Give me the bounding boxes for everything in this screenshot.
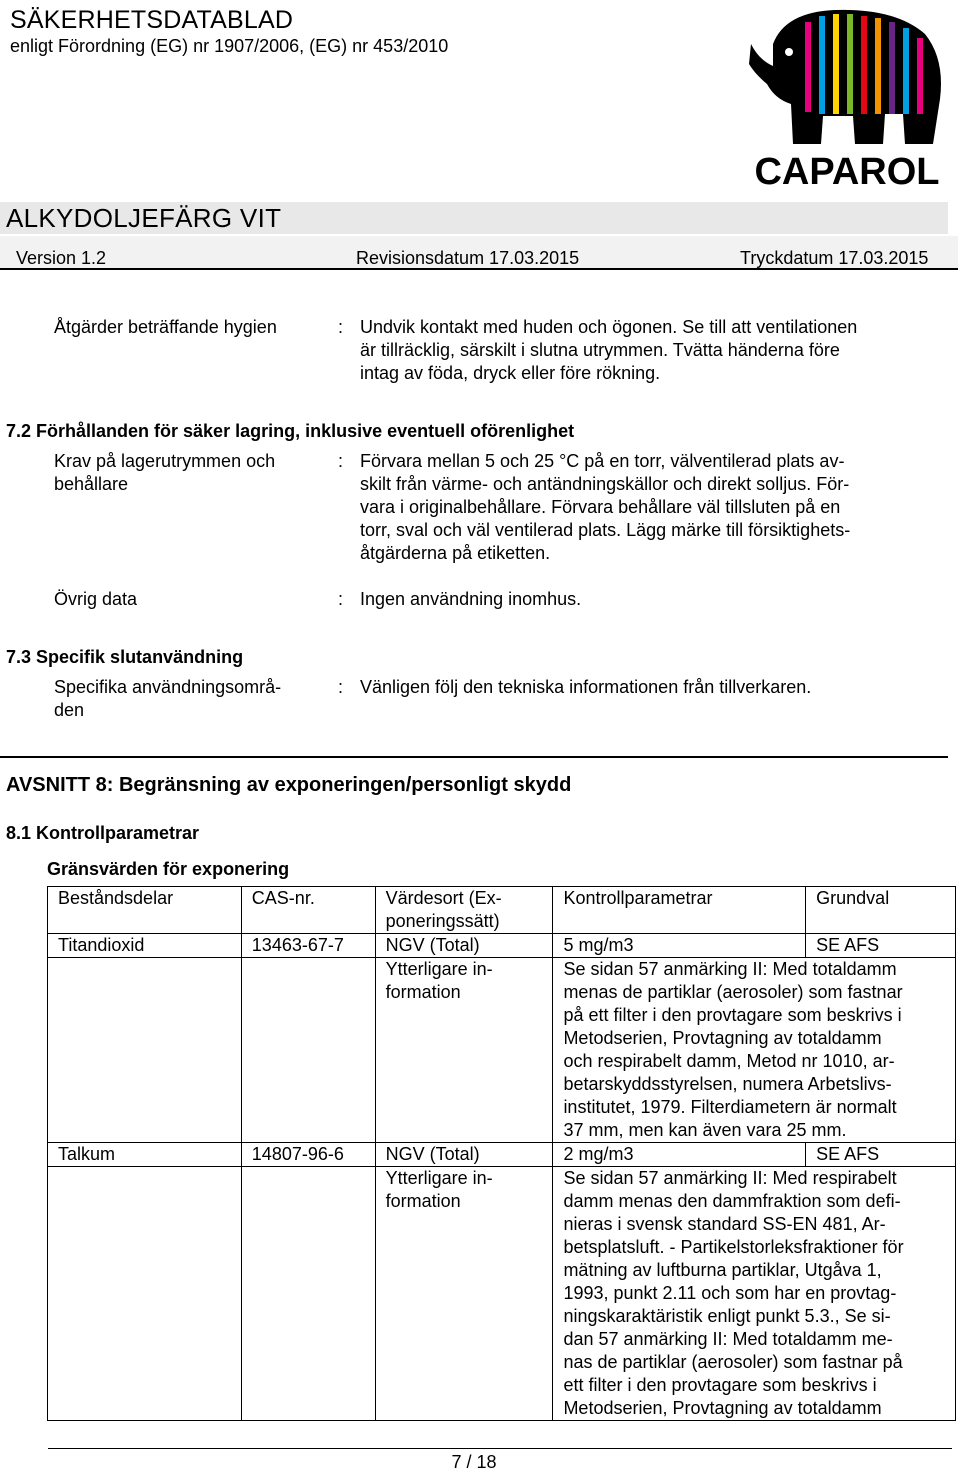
type-cell: NGV (Total) xyxy=(375,934,553,958)
table-row xyxy=(48,934,956,958)
empty-cell xyxy=(241,1167,375,1421)
col-header: Beståndsdelar xyxy=(48,887,242,934)
param-cell: 5 mg/m3 xyxy=(553,934,806,958)
table-row xyxy=(48,1143,956,1167)
specific-use-label-line: den xyxy=(54,700,85,720)
storage-line: torr, sval och väl ventilerad plats. Lägg märke till försiktighets- xyxy=(360,520,851,540)
table-row-extra xyxy=(48,1167,956,1421)
exposure-limits-table xyxy=(47,886,956,1421)
specific-use-label-line: Specifika användningsområ- xyxy=(54,677,282,697)
col-header: Värdesort (Ex- poneringssätt) xyxy=(375,887,553,934)
component-cell: Titandioxid xyxy=(48,934,242,958)
extra-info-cell: Se sidan 57 anmärking II: Med respirabelt damm menas den dammfraktion som defi- nieras i svensk standard SS-EN 481, Ar- betsplatsluft. - Partikelstorleksfraktioner för mätning av luftburna partiklar, Utgåva 1, 1993, punkt 2.11 och som har en provtag- ningskaraktäristik enligt punkt 5.3., Se si- dan 57 anmärking II: Med totaldamm me- nas de partiklar (aerosoler) som fastnar på ett filter i den provtagare som beskrivs i Metodserien, Provtagning av totaldamm xyxy=(553,1167,956,1421)
document-title: SÄKERHETSDATABLAD xyxy=(10,6,294,34)
storage-line: skilt från värme- och antändningskällor och direkt solljus. För- xyxy=(360,474,850,494)
section-7-2-heading: 7.2 Förhållanden för säker lagring, inklusive eventuell oförenlighet xyxy=(6,421,575,441)
other-data-colon: : xyxy=(338,589,344,609)
storage-colon: : xyxy=(338,451,344,471)
section-8-1-heading: 8.1 Kontrollparametrar xyxy=(6,823,200,843)
footer-line xyxy=(48,1448,952,1449)
exposure-table-title: Gränsvärden för exponering xyxy=(47,859,290,879)
param-cell: 2 mg/m3 xyxy=(553,1143,806,1167)
col-header: Grundval xyxy=(806,887,956,934)
table-row-extra xyxy=(48,958,956,1143)
storage-label xyxy=(54,450,275,496)
version-row xyxy=(0,236,958,270)
section-divider xyxy=(0,756,948,758)
col-header: Kontrollparametrar xyxy=(553,887,806,934)
extra-label-cell: Ytterligare in- formation xyxy=(375,958,553,1143)
empty-cell xyxy=(48,958,242,1143)
specific-use-colon: : xyxy=(338,677,344,697)
revision-date: Revisionsdatum 17.03.2015 xyxy=(356,248,580,268)
caparol-logo xyxy=(745,4,950,190)
hygiene-colon: : xyxy=(338,317,344,337)
cas-cell: 14807-96-6 xyxy=(241,1143,375,1167)
hygiene-text xyxy=(360,316,857,385)
hygiene-line: Undvik kontakt med huden och ögonen. Se till att ventilationen xyxy=(360,317,858,337)
type-cell: NGV (Total) xyxy=(375,1143,553,1167)
basis-cell: SE AFS xyxy=(806,934,956,958)
storage-label-line: Krav på lagerutrymmen och xyxy=(54,451,276,471)
basis-cell: SE AFS xyxy=(806,1143,956,1167)
extra-label-cell: Ytterligare in- formation xyxy=(375,1167,553,1421)
table-header-row xyxy=(48,887,956,934)
empty-cell xyxy=(48,1167,242,1421)
storage-line: Förvara mellan 5 och 25 °C på en torr, välventilerad plats av- xyxy=(360,451,845,471)
empty-cell xyxy=(241,958,375,1143)
extra-info-cell: Se sidan 57 anmärking II: Med totaldamm menas de partiklar (aerosoler) som fastnar på ett filter i den provtagare som beskrivs i Metodserien, Provtagning av totaldamm och respirabelt damm, Metod nr 1010, ar- betarskyddsstyrelsen, numera Arbetslivs- institutet, 1979. Filterdiametern är normalt 37 mm, men kan även vara 25 mm. xyxy=(553,958,956,1143)
component-cell: Talkum xyxy=(48,1143,242,1167)
other-data-value: Ingen användning inomhus. xyxy=(360,589,582,609)
storage-line: vara i originalbehållare. Förvara behållare väl tillsluten på en xyxy=(360,497,841,517)
logo-wordmark: CAPAROL xyxy=(754,151,940,190)
storage-text xyxy=(360,450,850,565)
page-number: 7 / 18 xyxy=(451,1452,497,1472)
storage-line: åtgärderna på etiketten. xyxy=(360,543,551,563)
section-7-3-heading: 7.3 Specifik slutanvändning xyxy=(6,647,244,667)
storage-label-line: behållare xyxy=(54,474,129,494)
regulation-subtitle: enligt Förordning (EG) nr 1907/2006, (EG) nr 453/2010 xyxy=(10,36,449,56)
other-data-label: Övrig data xyxy=(54,589,138,609)
col-header: CAS-nr. xyxy=(241,887,375,934)
print-date: Tryckdatum 17.03.2015 xyxy=(740,248,929,268)
hygiene-line: intag av föda, dryck eller före rökning. xyxy=(360,363,661,383)
product-name: ALKYDOLJEFÄRG VIT xyxy=(6,203,282,233)
version-text: Version 1.2 xyxy=(16,248,107,268)
cas-cell: 13463-67-7 xyxy=(241,934,375,958)
hygiene-line: är tillräcklig, särskilt i slutna utrymmen. Tvätta händerna före xyxy=(360,340,840,360)
section-8-heading: AVSNITT 8: Begränsning av exponeringen/personligt skydd xyxy=(6,774,572,796)
specific-use-value: Vänligen följ den tekniska informationen från tillverkaren. xyxy=(360,677,812,697)
specific-use-label xyxy=(54,676,281,722)
hygiene-label: Åtgärder beträffande hygien xyxy=(54,317,277,337)
